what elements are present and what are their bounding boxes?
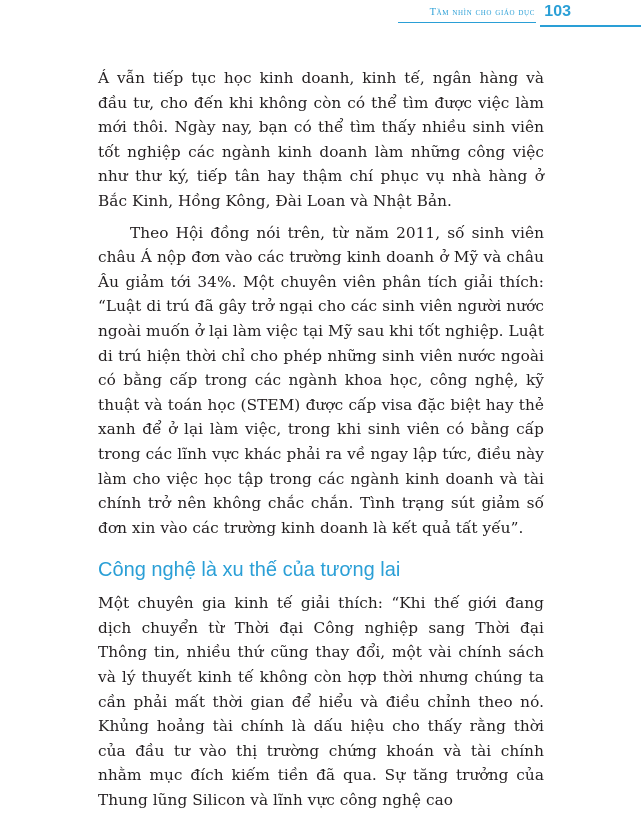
paragraph: Một chuyên gia kinh tế giải thích: “Khi thế giới đang dịch chuyển từ Thời đại Công nghiệp sang Thời đại Thông tin, nhiều thứ cũng thay đổi, một vài chính sách và lý thuyết kinh tế không còn hợp thời nhưng chúng ta cần phải mất thời gian để hiểu và điều chỉnh theo nó. Khủng hoảng tài chính là dấu hiệu cho thấy rằng thời của đầu tư vào thị trường chứng khoán và tài chính nhằm mục đích kiếm tiền đã qua. Sự tăng trưởng của Thung lũng Silicon và lĩnh vực công nghệ cao [98,594,544,810]
header-rule [398,22,536,23]
running-header [0,0,641,30]
paragraph: Theo Hội đồng nói trên, từ năm 2011, số sinh viên châu Á nộp đơn vào các trường kinh doanh ở Mỹ và châu Âu giảm tới 34%. Một chuyên viên phân tích giải thích: “Luật di trú đã gây trở ngại cho các sinh viên người nước ngoài muốn ở lại làm việc tại Mỹ sau khi tốt nghiệp. Luật di trú hiện thời chỉ cho phép những sinh viên nước ngoài có bằng cấp trong các ngành khoa học, công nghệ, kỹ thuật và toán học (STEM) được cấp visa đặc biệt hay thẻ xanh để ở lại làm việc, trong khi sinh viên có bằng cấp trong các lĩnh vực khác phải ra về ngay lập tức, điều này làm cho việc học tập trong các ngành kinh doanh và tài chính trở nên không chắc chắn. Tình trạng sút giảm số đơn xin vào các trường kinh doanh là kết quả tất yếu”. [98,223,544,537]
page-body [98,66,544,813]
page-number: 103 [544,3,571,20]
paragraph-continued: Á vẫn tiếp tục học kinh doanh, kinh tế, ngân hàng và đầu tư, cho đến khi không còn có thể tìm được việc làm mới thôi. Ngày nay, bạn có thể tìm thấy nhiều sinh viên tốt nghiệp các ngành kinh doanh làm những công việc như thư ký, tiếp tân hay thậm chí phục vụ nhà hàng ở Bắc Kinh, Hồng Kông, Đài Loan và Nhật Bản. [98,69,544,210]
running-header-title: Tầm nhìn cho giáo dục [429,7,535,18]
section-heading: Công nghệ là xu thế của tương lai [98,559,401,582]
header-rule-accent [540,25,641,27]
